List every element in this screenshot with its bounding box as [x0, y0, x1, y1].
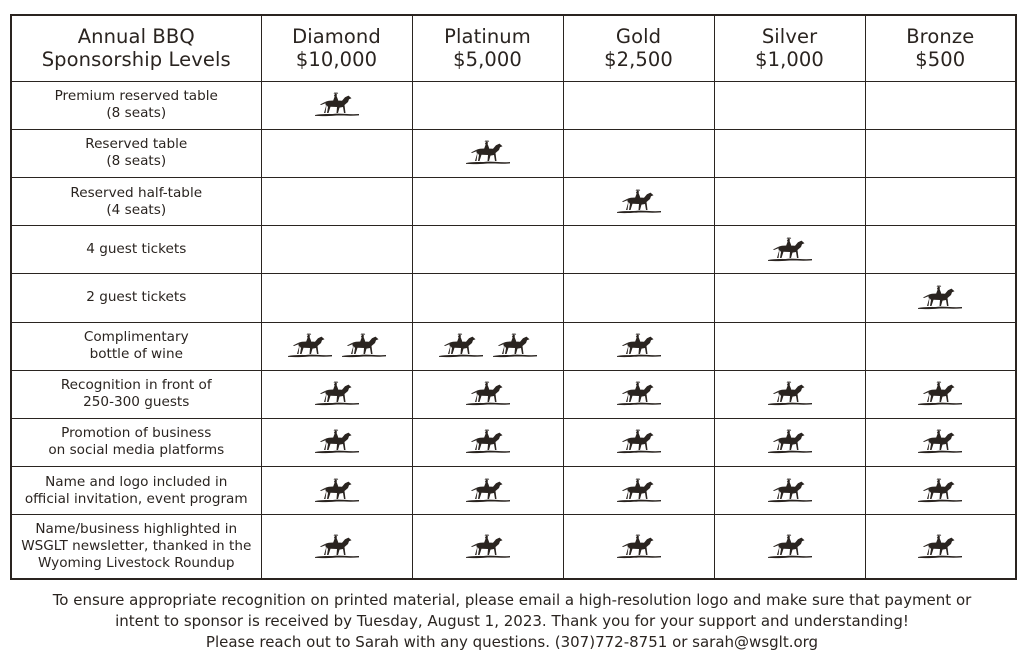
horse-rider-icon — [313, 381, 361, 407]
level-header-bronze — [865, 15, 1016, 81]
level-cell-gold — [563, 81, 714, 129]
benefit-label-line: Name and logo included in — [45, 473, 228, 490]
benefit-label-line: Promotion of business — [61, 425, 212, 442]
table-body — [11, 15, 1016, 579]
horse-rider-icon — [313, 92, 361, 118]
level-cell-silver — [714, 178, 865, 226]
benefit-label-line: official invitation, event program — [24, 490, 248, 507]
horse-rider-icon — [615, 534, 663, 560]
benefit-label-line: Premium reserved table — [54, 88, 218, 105]
horse-rider-icon — [916, 429, 964, 455]
level-cell-platinum — [412, 81, 563, 129]
benefit-row — [11, 129, 1016, 177]
level-header-silver — [714, 15, 865, 81]
level-cell-platinum — [412, 322, 563, 370]
benefit-label-line: WSGLT newsletter, thanked in the — [21, 538, 252, 555]
level-cell-gold — [563, 322, 714, 370]
horse-rider-icon — [464, 381, 512, 407]
level-cell-platinum — [412, 178, 563, 226]
benefit-label-line: Recognition in front of — [60, 377, 212, 394]
horse-rider-icon — [766, 478, 814, 504]
horse-rider-icon — [615, 478, 663, 504]
header-row — [11, 15, 1016, 81]
level-cell-bronze — [865, 81, 1016, 129]
horse-rider-icon — [766, 534, 814, 560]
benefit-label — [11, 129, 261, 177]
horse-rider-icon — [615, 381, 663, 407]
horse-rider-icon — [491, 333, 539, 359]
level-cell-silver — [714, 274, 865, 322]
benefit-label-line: (8 seats) — [106, 153, 167, 170]
level-cell-gold — [563, 466, 714, 514]
horse-rider-icon — [916, 381, 964, 407]
benefit-label-line: 250-300 guests — [83, 394, 190, 411]
level-cell-diamond — [261, 129, 412, 177]
corner-header — [11, 15, 261, 81]
corner-header-line: Sponsorship Levels — [41, 48, 231, 72]
horse-rider-icon — [916, 534, 964, 560]
benefit-label — [11, 226, 261, 274]
level-cell-platinum — [412, 274, 563, 322]
level-header-gold — [563, 15, 714, 81]
horse-rider-icon — [766, 429, 814, 455]
level-cell-silver — [714, 370, 865, 418]
horse-rider-icon — [615, 333, 663, 359]
benefit-label — [11, 274, 261, 322]
benefit-label-line: Wyoming Livestock Roundup — [37, 555, 235, 572]
level-cell-diamond — [261, 274, 412, 322]
benefit-label-line: Reserved table — [85, 136, 188, 153]
level-cell-bronze — [865, 274, 1016, 322]
level-cell-gold — [563, 418, 714, 466]
level-header-diamond — [261, 15, 412, 81]
level-cell-silver — [714, 418, 865, 466]
level-cell-platinum — [412, 515, 563, 579]
level-cell-diamond — [261, 418, 412, 466]
horse-rider-icon — [286, 333, 334, 359]
level-cell-bronze — [865, 226, 1016, 274]
benefit-label — [11, 418, 261, 466]
benefit-label-line: Complimentary — [83, 329, 189, 346]
level-cell-gold — [563, 178, 714, 226]
sponsorship-table — [10, 14, 1017, 580]
benefit-label-line: 4 guest tickets — [86, 241, 187, 258]
benefit-label — [11, 515, 261, 579]
level-cell-silver — [714, 322, 865, 370]
horse-rider-icon — [766, 237, 814, 263]
horse-rider-icon — [464, 534, 512, 560]
level-cell-silver — [714, 515, 865, 579]
level-cell-platinum — [412, 129, 563, 177]
footer-line: intent to sponsor is received by Tuesday, August 1, 2023. Thank you for your support and understanding! — [115, 612, 909, 630]
level-cell-bronze — [865, 178, 1016, 226]
level-name: Diamond — [292, 25, 381, 49]
level-cell-diamond — [261, 466, 412, 514]
benefit-label — [11, 81, 261, 129]
benefit-label — [11, 466, 261, 514]
horse-rider-icon — [313, 478, 361, 504]
level-cell-platinum — [412, 370, 563, 418]
horse-rider-icon — [340, 333, 388, 359]
level-name: Platinum — [444, 25, 531, 49]
level-cell-bronze — [865, 370, 1016, 418]
horse-rider-icon — [766, 381, 814, 407]
benefit-row — [11, 466, 1016, 514]
level-cell-bronze — [865, 515, 1016, 579]
benefit-row — [11, 370, 1016, 418]
level-price: $1,000 — [755, 48, 824, 72]
horse-rider-icon — [464, 429, 512, 455]
benefit-label-line: Reserved half-table — [70, 184, 203, 201]
horse-rider-icon — [464, 478, 512, 504]
corner-header-line: Annual BBQ — [77, 25, 195, 49]
benefit-row — [11, 322, 1016, 370]
benefit-label — [11, 370, 261, 418]
benefit-label-line: on social media platforms — [48, 442, 225, 459]
level-price: $2,500 — [604, 48, 673, 72]
benefit-row — [11, 274, 1016, 322]
benefit-row — [11, 178, 1016, 226]
footer-line: To ensure appropriate recognition on printed material, please email a high-resolution logo and make sure that payment or — [52, 591, 972, 609]
level-cell-bronze — [865, 322, 1016, 370]
level-cell-diamond — [261, 178, 412, 226]
horse-rider-icon — [437, 333, 485, 359]
level-name: Bronze — [906, 25, 975, 49]
level-cell-diamond — [261, 370, 412, 418]
level-cell-diamond — [261, 515, 412, 579]
level-cell-silver — [714, 129, 865, 177]
level-cell-gold — [563, 274, 714, 322]
level-price: $10,000 — [295, 48, 378, 72]
benefit-label — [11, 322, 261, 370]
level-cell-gold — [563, 226, 714, 274]
benefit-label-line: Name/business highlighted in — [35, 521, 238, 538]
benefit-row — [11, 81, 1016, 129]
level-price: $5,000 — [453, 48, 522, 72]
level-cell-bronze — [865, 418, 1016, 466]
level-name: Gold — [615, 25, 662, 49]
level-cell-diamond — [261, 81, 412, 129]
benefit-label — [11, 178, 261, 226]
footer-note — [0, 590, 1024, 653]
level-cell-platinum — [412, 418, 563, 466]
level-cell-silver — [714, 81, 865, 129]
level-price: $500 — [915, 48, 966, 72]
horse-rider-icon — [916, 478, 964, 504]
level-cell-gold — [563, 515, 714, 579]
level-cell-diamond — [261, 322, 412, 370]
footer-line: Please reach out to Sarah with any questions. (307)772-8751 or sarah@wsglt.org — [205, 633, 819, 651]
benefit-label-line: bottle of wine — [89, 346, 183, 363]
level-cell-platinum — [412, 226, 563, 274]
level-header-platinum — [412, 15, 563, 81]
horse-rider-icon — [916, 285, 964, 311]
level-cell-gold — [563, 370, 714, 418]
horse-rider-icon — [313, 534, 361, 560]
benefit-row — [11, 226, 1016, 274]
level-cell-bronze — [865, 466, 1016, 514]
level-cell-gold — [563, 129, 714, 177]
level-cell-platinum — [412, 466, 563, 514]
level-cell-bronze — [865, 129, 1016, 177]
benefit-label-line: (8 seats) — [106, 105, 167, 122]
benefit-label-line: (4 seats) — [106, 201, 167, 218]
level-name: Silver — [761, 25, 818, 49]
horse-rider-icon — [464, 140, 512, 166]
benefit-row — [11, 515, 1016, 579]
horse-rider-icon — [615, 189, 663, 215]
level-cell-silver — [714, 466, 865, 514]
horse-rider-icon — [615, 429, 663, 455]
horse-rider-icon — [313, 429, 361, 455]
level-cell-diamond — [261, 226, 412, 274]
level-cell-silver — [714, 226, 865, 274]
benefit-label-line: 2 guest tickets — [86, 289, 187, 306]
benefit-row — [11, 418, 1016, 466]
